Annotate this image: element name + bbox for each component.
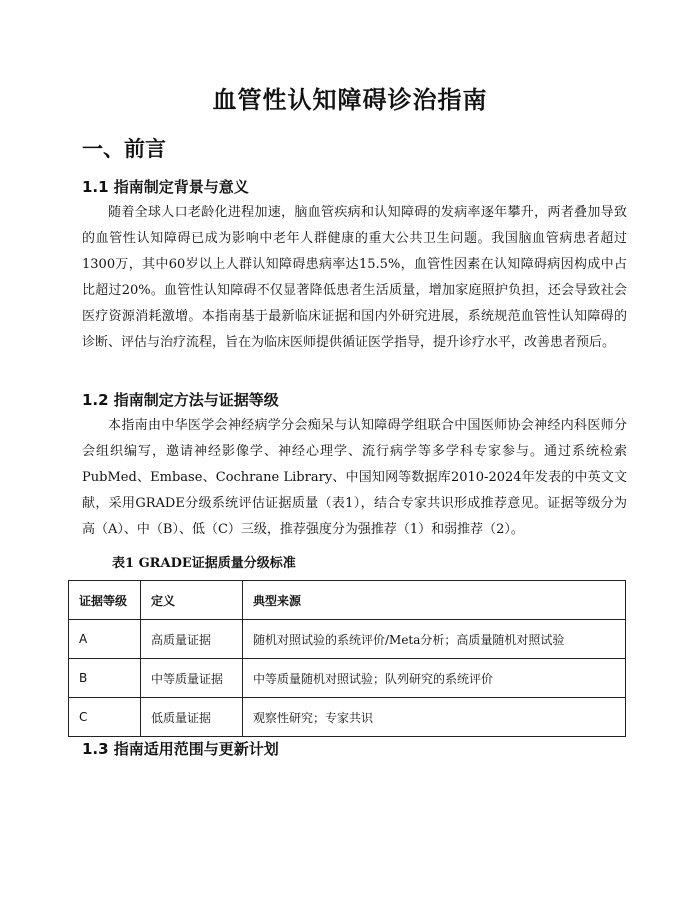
table-cell-definition: 低质量证据 <box>141 698 243 737</box>
paragraph-methods: 本指南由中华医学会神经病学分会痴呆与认知障碍学组联合中国医师协会神经内科医师分会组织编写，邀请神经影像学、神经心理学、流行病学等多学科专家参与。通过系统检索PubMed、Embase、Cochrane Library、中国知网等数据库2010-2024年发表的中英文文献，采用GRADE分级系统评估证据质量（表1），结合专家共识形成推荐意见。证据等级分为高（A）、中（B）、低（C）三级，推荐强度分为强推荐（1）和弱推荐（2）。 <box>82 418 627 537</box>
document-title: 血管性认知障碍诊治指南 <box>212 86 488 114</box>
table-caption: 表1 GRADE证据质量分级标准 <box>112 556 296 571</box>
subsection-heading-1-3: 1.3 指南适用范围与更新计划 <box>82 740 279 758</box>
table-cell-definition: 高质量证据 <box>141 620 243 659</box>
subsection-heading-1-2: 1.2 指南制定方法与证据等级 <box>82 391 279 409</box>
table-row <box>69 620 626 659</box>
table-header-row <box>69 581 626 620</box>
table-header-cell: 典型来源 <box>243 581 626 620</box>
section-heading-preface: 一、前言 <box>82 137 166 161</box>
table-cell-source: 观察性研究；专家共识 <box>243 698 626 737</box>
table-cell-definition: 中等质量证据 <box>141 659 243 698</box>
grade-evidence-table <box>68 580 626 737</box>
paragraph-background: 随着全球人口老龄化进程加速，脑血管疾病和认知障碍的发病率逐年攀升，两者叠加导致的血管性认知障碍已成为影响中老年人群健康的重大公共卫生问题。我国脑血管病患者超过1300万，其中60岁以上人群认知障碍患病率达15.5%，血管性因素在认知障碍病因构成中占比超过20%。血管性认知障碍不仅显著降低患者生活质量，增加家庭照护负担，还会导致社会医疗资源消耗激增。本指南基于最新临床证据和国内外研究进展，系统规范血管性认知障碍的诊断、评估与治疗流程，旨在为临床医师提供循证医学指导，提升诊疗水平，改善患者预后。 <box>82 205 627 350</box>
table-cell-level: C <box>69 698 141 737</box>
table-cell-level: B <box>69 659 141 698</box>
table-cell-level: A <box>69 620 141 659</box>
table-row <box>69 698 626 737</box>
table-cell-source: 随机对照试验的系统评价/Meta分析；高质量随机对照试验 <box>243 620 626 659</box>
table-row <box>69 659 626 698</box>
table-cell-source: 中等质量随机对照试验；队列研究的系统评价 <box>243 659 626 698</box>
table-header-cell: 定义 <box>141 581 243 620</box>
subsection-heading-1-1: 1.1 指南制定背景与意义 <box>82 178 249 196</box>
table-header-cell: 证据等级 <box>69 581 141 620</box>
